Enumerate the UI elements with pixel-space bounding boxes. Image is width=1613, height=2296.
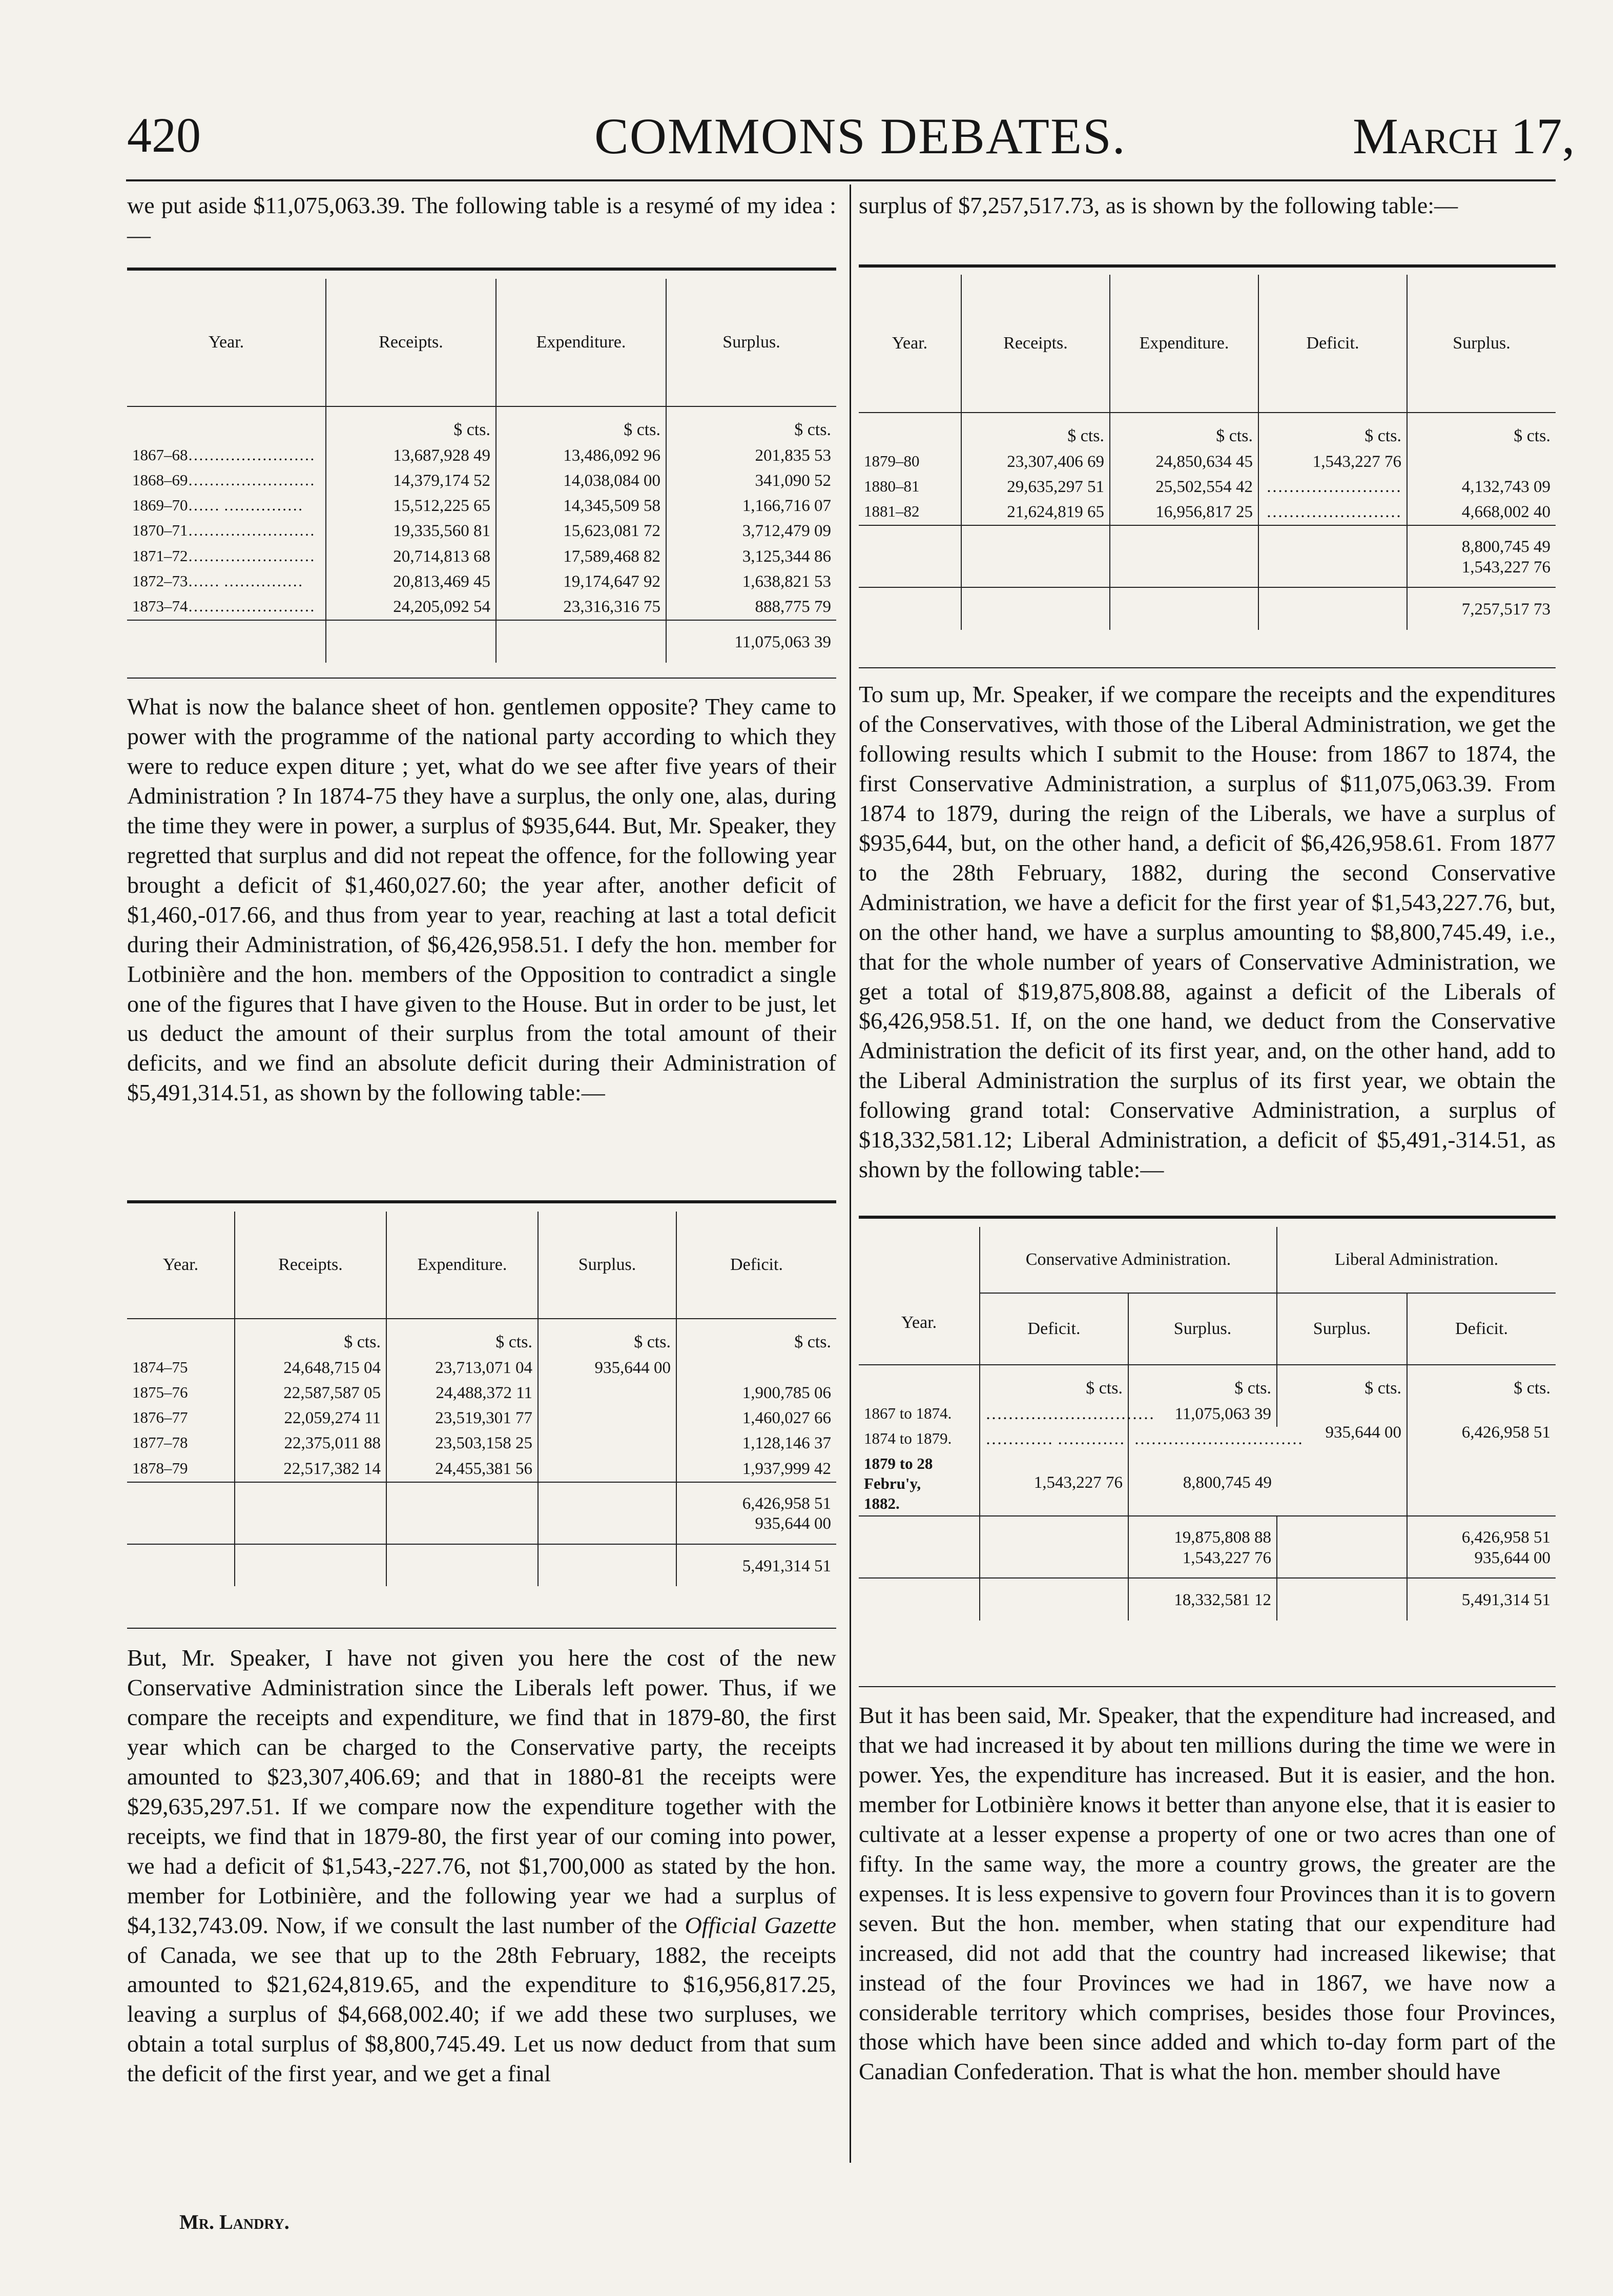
table2-cell: 1,460,027 66	[742, 1409, 831, 1427]
table4-cell: …………………………	[980, 1402, 1128, 1427]
table2-cell: 1876–77	[127, 1406, 235, 1431]
table1-cell: 13,687,928 49	[326, 443, 496, 468]
table2-unit: $ cts.	[386, 1319, 538, 1356]
table3-cell: 1,543,227 76	[1258, 449, 1407, 475]
table4-unit: $ cts.	[980, 1365, 1128, 1402]
table2-sub1: 6,426,958 51	[742, 1494, 831, 1513]
table4-lib-total: 5,491,314 51	[1407, 1578, 1556, 1620]
table4-lib-sub1: 6,426,958 51	[1461, 1528, 1551, 1547]
table2-cell	[538, 1431, 676, 1456]
table2-cell: 1877–78	[127, 1431, 235, 1456]
table3-unit: $ cts.	[1110, 413, 1258, 449]
table2-cell	[538, 1457, 676, 1482]
table3-sub1: 8,800,745 49	[1461, 538, 1550, 557]
table1-cell: 14,038,084 00	[496, 468, 666, 494]
table3-cell: 1880–81	[859, 475, 961, 500]
table-liberal-1874-79	[127, 1212, 836, 1586]
table1-unit: $ cts.	[794, 420, 831, 439]
table3-cell: 1879–80	[859, 449, 961, 475]
table2-cell: 22,375,011 88	[235, 1431, 386, 1456]
table3-unit: $ cts.	[1258, 413, 1407, 449]
table3-unit	[859, 413, 961, 449]
table1-unit: $ cts.	[496, 406, 666, 443]
table1-cell: 3,712,479 09	[742, 522, 831, 541]
table2-header-receipts: Receipts.	[235, 1212, 386, 1319]
table1-header-receipts: Receipts.	[326, 279, 496, 406]
table3-unit: $ cts.	[961, 413, 1110, 449]
table4-unit: $ cts.	[1128, 1365, 1277, 1402]
table4-year: 1874 to 1879.	[859, 1427, 980, 1452]
table-row	[127, 544, 836, 569]
table3-cell: 4,132,743 09	[1461, 477, 1550, 496]
table1-cell: 1,638,821 53	[742, 572, 831, 591]
table4-group-liberal: Liberal Administration.	[1277, 1227, 1556, 1293]
table1-cell: 3,125,344 86	[742, 547, 831, 566]
table-row	[127, 494, 836, 519]
table1-cell: 1867–68……………………	[127, 443, 326, 468]
table1-cell: 17,589,468 82	[496, 544, 666, 569]
table2-unit: $ cts.	[235, 1319, 386, 1356]
table4-cell: …………………………	[1134, 1429, 1303, 1448]
table3-unit: $ cts.	[1514, 426, 1550, 445]
table1-cell: 888,775 79	[755, 598, 831, 616]
table1-cell: 1872–73…… ……………	[127, 569, 326, 594]
table4-group-conservative: Conservative Administration.	[980, 1227, 1277, 1293]
table1-cell: 24,205,092 54	[326, 594, 496, 620]
left-paragraph-3	[127, 1643, 836, 2088]
header-rule	[126, 179, 1556, 181]
table2-cell: 1,900,785 06	[742, 1383, 831, 1402]
table1-cell: 201,835 53	[755, 446, 831, 465]
table4-year: 1879 to 28 Febru'y, 1882.	[859, 1452, 980, 1516]
table4-lib-sub2: 935,644 00	[1474, 1548, 1551, 1567]
table1-unit: $ cts.	[326, 406, 496, 443]
table4-header-cons-deficit: Deficit.	[980, 1293, 1128, 1365]
table1-cell: 1871–72……………………	[127, 544, 326, 569]
table4-cell: 8,800,745 49	[1183, 1473, 1272, 1492]
official-gazette-italic: Official Gazette	[685, 1912, 836, 1938]
table1-cell: 1873–74……………………	[127, 594, 326, 620]
table4-header-year: Year.	[859, 1227, 980, 1365]
table4-cons-sub1: 19,875,808 88	[1174, 1528, 1271, 1547]
table2-top-rule	[127, 1200, 836, 1203]
table-conservative-1879-82	[859, 275, 1556, 630]
right-paragraph-2: To sum up, Mr. Speaker, if we compare the receipts and the expenditures of the Conservatives, with those of the Liberal Administration, we get the following results which I submit to the House: from 1867 to 1874, the first Conservative Administration, a surplus of $11,075,063.39. From 1874 to 1879, during the reign of the Liberals, we have a surplus of $935,644, but, on the other hand, a deficit of $6,426,958.61. From 1877 to the 28th February, 1882, during the second Conservative Administration, we have a deficit for the first year of $1,543,227.76, but, on the other hand, we have a surplus amounting to $8,800,745.49, i.e., that for the whole number of years of Conservative Administration, we get a total of $19,875,808.88, against a deficit of the Liberals of $6,426,958.51. If, on the one hand, we deduct from the Conservative Administration the deficit of its first year, and, on the other hand, add to the Liberal Administration the surplus of its first year, we obtain the following grand total: Conservative Administration, a surplus of $18,332,581.12; Liberal Administration, a deficit of $5,491,-314.51, as shown by the following table:—	[859, 681, 1556, 1183]
table2-unit: $ cts.	[538, 1319, 676, 1356]
table1-top-rule	[127, 268, 836, 271]
table3-subtotals	[1407, 525, 1556, 587]
table-row	[127, 594, 836, 620]
table1-cell: 15,512,225 65	[326, 494, 496, 519]
table3-cell: 29,635,297 51	[961, 475, 1110, 500]
table1-cell: 13,486,092 96	[496, 443, 666, 468]
table4-lib-subtotals	[1407, 1516, 1556, 1578]
table4-top-rule	[859, 1216, 1556, 1219]
table2-cell: 935,644 00	[538, 1356, 676, 1381]
table4-cons-total: 18,332,581 12	[1128, 1578, 1277, 1620]
table-conservative-1867-74	[127, 279, 836, 663]
table-row	[127, 468, 836, 494]
table3-header-expenditure: Expenditure.	[1110, 275, 1258, 413]
table2-subtotals	[676, 1482, 836, 1544]
table4-header-lib-deficit: Deficit.	[1407, 1293, 1556, 1365]
table1-cell: 1870–71……………………	[127, 519, 326, 544]
right-paragraph-1: surplus of $7,257,517.73, as is shown by the following table:—	[859, 192, 1458, 218]
table-row	[127, 1406, 836, 1431]
table2-cell: 1,937,999 42	[742, 1459, 831, 1478]
table3-cell: 24,850,634 45	[1110, 449, 1258, 475]
left-paragraph-2: What is now the balance sheet of hon. gentlemen opposite? They came to power with the programme of the national party according to which they were to reduce expen diture ; yet, what do we see after five years of their Administration ? In 1874-75 they have a surplus, the only one, alas, during the time they were in power, a surplus of $935,644. But, Mr. Speaker, they regretted that surplus and did not repeat the offence, for the following year brought a deficit of $1,460,027.60; the year after, another deficit of $1,460,-017.66, and thus from year to year, reaching at last a total deficit during their Administration, of $6,426,958.51. I defy the hon. member for Lotbinière and the hon. members of the Opposition to contradict a single one of the figures that I have given to the House. But in order to be just, let us deduct the amount of their surplus from the total amount of their deficits, and we find an absolute deficit during their Administration of $5,491,314.51, as shown by the following table:—	[127, 693, 836, 1106]
table3-total: 7,257,517 73	[1407, 587, 1556, 629]
table3-cell: ……………………	[1258, 500, 1407, 525]
table1-cell: 19,174,647 92	[496, 569, 666, 594]
page-number: 420	[127, 108, 201, 162]
table4-cell: 1,543,227 76	[980, 1452, 1128, 1516]
table3-cell: 21,624,819 65	[961, 500, 1110, 525]
table-row	[859, 449, 1556, 475]
table2-header-year: Year.	[127, 1212, 235, 1319]
table-row	[859, 475, 1556, 500]
table2-unit	[127, 1319, 235, 1356]
table3-cell: 4,668,002 40	[1461, 503, 1550, 521]
table-row	[127, 569, 836, 594]
table1-cell: 14,379,174 52	[326, 468, 496, 494]
table1-cell: 19,335,560 81	[326, 519, 496, 544]
table4-lib-deficit: 6,426,958 51	[1461, 1423, 1551, 1442]
left-paragraph-3-b: of Canada, we see that up to the 28th February, 1882, the receipts amounted to $21,624,819.65, and the expenditure to $16,956,817.25, leaving a surplus of $4,668,002.40; if we add these two surpluses, we obtain a total surplus of $8,800,745.49. Let us now deduct from that sum the deficit of the first year, and we get a final	[127, 1941, 836, 2087]
table2-cell: 22,517,382 14	[235, 1457, 386, 1482]
table2-cell	[676, 1356, 836, 1381]
table1-bottom-rule	[127, 678, 836, 679]
table3-cell: ……………………	[1258, 475, 1407, 500]
table4-unit: $ cts.	[1277, 1365, 1407, 1402]
table2-header-deficit: Deficit.	[676, 1212, 836, 1319]
table3-header-surplus: Surplus.	[1407, 275, 1556, 413]
table1-header-expenditure: Expenditure.	[496, 279, 666, 406]
table2-cell: 1878–79	[127, 1457, 235, 1482]
table1-header-surplus: Surplus.	[666, 279, 836, 406]
table3-cell: 1881–82	[859, 500, 961, 525]
table3-cell: 16,956,817 25	[1110, 500, 1258, 525]
page-date: March 17,	[1353, 108, 1575, 165]
table2-cell: 1874–75	[127, 1356, 235, 1381]
table4-year: 1867 to 1874.	[859, 1402, 980, 1427]
table1-total: 11,075,063 39	[666, 620, 836, 662]
table2-cell: 23,713,071 04	[386, 1356, 538, 1381]
table-row	[859, 500, 1556, 525]
table4-cell: ………… …………	[980, 1427, 1128, 1452]
table1-cell: 341,090 52	[755, 471, 831, 490]
table1-unit	[127, 406, 326, 443]
table2-bottom-rule	[127, 1628, 836, 1629]
table1-cell: 20,714,813 68	[326, 544, 496, 569]
table2-header-expenditure: Expenditure.	[386, 1212, 538, 1319]
table-grand-total	[859, 1227, 1556, 1621]
table3-cell: 23,307,406 69	[961, 449, 1110, 475]
table-row	[127, 1356, 836, 1381]
table4-cons-sub2: 1,543,227 76	[1182, 1548, 1271, 1567]
table2-total: 5,491,314 51	[676, 1544, 836, 1586]
table4-header-cons-surplus: Surplus.	[1128, 1293, 1277, 1365]
table3-cell: 25,502,554 42	[1110, 475, 1258, 500]
table4-header-lib-surplus: Surplus.	[1277, 1293, 1407, 1365]
table2-header-surplus: Surplus.	[538, 1212, 676, 1319]
table4-lib-surplus: 935,644 00	[1277, 1402, 1407, 1516]
table2-cell: 24,455,381 56	[386, 1457, 538, 1482]
table-row	[127, 1381, 836, 1406]
table2-cell: 1,128,146 37	[742, 1434, 831, 1453]
table2-cell	[538, 1381, 676, 1406]
table1-cell: 23,316,316 75	[496, 594, 666, 620]
table2-unit: $ cts.	[794, 1332, 831, 1351]
table-row	[127, 1431, 836, 1456]
table4-cell: 11,075,063 39	[1128, 1402, 1277, 1427]
table2-cell: 23,519,301 77	[386, 1406, 538, 1431]
table-row	[127, 443, 836, 468]
table2-sub2: 935,644 00	[755, 1514, 831, 1533]
right-paragraph-3: But it has been said, Mr. Speaker, that the expenditure had increased, and that we had increased it by about ten millions during the time we were in power. Yes, the expenditure has increased. But it is easier, and the hon. member for Lotbinière knows it better than anyone else, that it is easier to cultivate at a lesser expense a property of one or two acres than one of fifty. In the same way, the more a country grows, the greater are the expenses. It is less expensive to govern four Provinces than it is to govern seven. But the hon. member, when stating that our expenditure had increased, did not add that the country had increased likewise; that instead of the four Provinces we had in 1867, we have now a considerable territory which comprises, besides those four Provinces, those which have been since added and which to-day form part of the Canadian Confederation. That is what the hon. member should have	[859, 1702, 1556, 2085]
table3-top-rule	[859, 264, 1556, 268]
table3-bottom-rule	[859, 667, 1556, 668]
table1-cell: 20,813,469 45	[326, 569, 496, 594]
table3-sub2: 1,543,227 76	[1461, 558, 1550, 577]
column-divider	[850, 184, 851, 2163]
table-row	[127, 1457, 836, 1482]
table-row	[859, 1402, 1556, 1427]
table4-unit	[859, 1365, 980, 1402]
table1-cell: 1,166,716 07	[742, 497, 831, 515]
table3-header-deficit: Deficit.	[1258, 275, 1407, 413]
table4-bottom-rule	[859, 1686, 1556, 1687]
table2-cell: 22,059,274 11	[235, 1406, 386, 1431]
table2-cell	[538, 1406, 676, 1431]
table1-cell: 1869–70…… ……………	[127, 494, 326, 519]
table3-header-year: Year.	[859, 275, 961, 413]
table1-cell: 1868–69……………………	[127, 468, 326, 494]
table4-cons-subtotals	[1128, 1516, 1277, 1578]
table4-unit: $ cts.	[1514, 1379, 1551, 1398]
table2-cell: 23,503,158 25	[386, 1431, 538, 1456]
table2-cell: 24,488,372 11	[386, 1381, 538, 1406]
table1-cell: 15,623,081 72	[496, 519, 666, 544]
table2-cell: 24,648,715 04	[235, 1356, 386, 1381]
table3-cell	[1407, 449, 1556, 475]
page-title: COMMONS DEBATES.	[594, 108, 1126, 165]
table2-cell: 1875–76	[127, 1381, 235, 1406]
table1-cell: 14,345,509 58	[496, 494, 666, 519]
speaker-footer: Mr. Landry.	[179, 2210, 289, 2233]
table3-header-receipts: Receipts.	[961, 275, 1110, 413]
left-paragraph-1: we put aside $11,075,063.39. The following table is a resymé of my idea :—	[127, 192, 836, 248]
table2-cell: 22,587,587 05	[235, 1381, 386, 1406]
table1-header-year: Year.	[127, 279, 326, 406]
left-paragraph-3-a: But, Mr. Speaker, I have not given you here the cost of the new Conservative Administration since the Liberals left power. Thus, if we compare the receipts and expenditure, we find that in 1879-80, the first year which can be charged to the Conservative party, the receipts amounted to $23,307,406.69; and that in 1880-81 the receipts were $29,635,297.51. If we compare now the expenditure together with the receipts, we find that in 1879-80, the first year of our coming into power, we had a deficit of $1,543,-227.76, not $1,700,000 as stated by the hon. member for Lotbinière, and the following year we had a surplus of $4,132,743.09. Now, if we consult the last number of the	[127, 1645, 836, 1938]
table-row	[127, 519, 836, 544]
